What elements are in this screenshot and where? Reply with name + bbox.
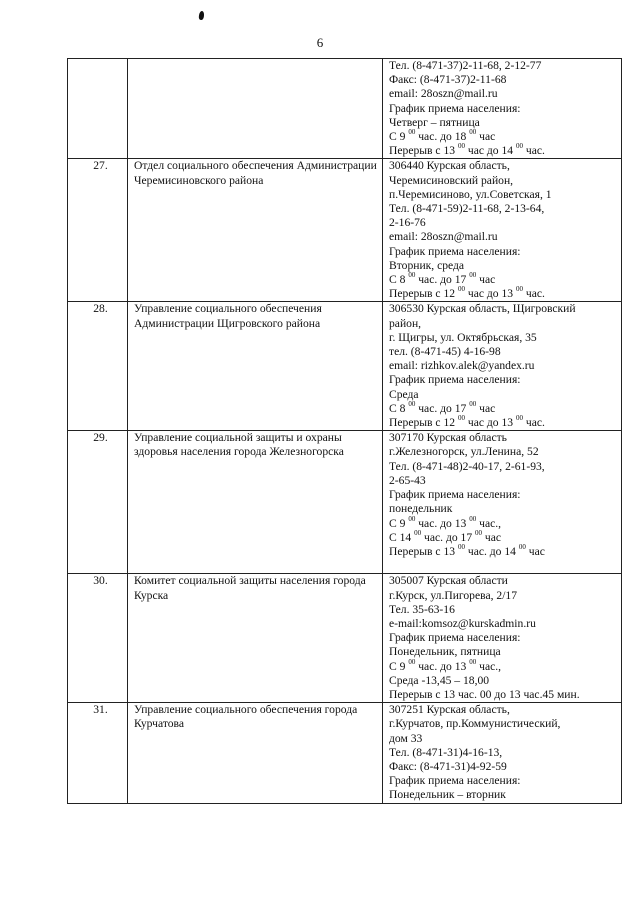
contact-line: тел. (8-471-45) 4-16-98 bbox=[389, 345, 501, 359]
row-number-cell bbox=[68, 159, 128, 302]
contact-info bbox=[383, 302, 622, 431]
contact-line: Перерыв с 12 $^{00}$ час до 13 $^{00}$ час. bbox=[389, 414, 545, 430]
contact-line: График приема населения: bbox=[389, 373, 521, 387]
contact-info bbox=[383, 703, 622, 803]
contact-line: Среда -13,45 – 18,00 bbox=[389, 673, 490, 687]
contact-line: Перерыв с 13 $^{00}$ час. до 14 $^{00}$ час bbox=[389, 543, 545, 558]
table-row bbox=[68, 431, 622, 574]
table-row bbox=[68, 302, 622, 431]
contact-line: Черемисиновский район, bbox=[389, 173, 514, 187]
contact-info bbox=[383, 159, 622, 302]
contact-info bbox=[383, 574, 622, 703]
contact-line: понедельник bbox=[389, 502, 453, 516]
contact-line: район, bbox=[389, 316, 422, 330]
contact-line: Факс: (8-471-31)4-92-59 bbox=[389, 759, 507, 773]
contact-line: Понедельник, пятница bbox=[389, 645, 501, 659]
contact-line: 307251 Курская область, bbox=[389, 703, 510, 717]
contact-line: С 8 $^{00}$ час. до 17 $^{00}$ час bbox=[389, 400, 496, 415]
contact-line: 2-65-43 bbox=[389, 473, 426, 487]
table-row bbox=[68, 159, 622, 302]
page-number: 6 bbox=[316, 35, 324, 50]
row-number-cell bbox=[68, 59, 128, 159]
row-number-cell bbox=[68, 574, 128, 703]
contact-line: г. Щигры, ул. Октябрьская, 35 bbox=[389, 330, 537, 344]
contact-line: График приема населения: bbox=[389, 774, 521, 788]
organization-name: Управление социальной защиты и охраны здоровья населения города Железногорска bbox=[128, 431, 383, 574]
contact-line: Тел. 35-63-16 bbox=[389, 602, 455, 616]
contacts-table bbox=[67, 58, 622, 804]
contact-line: График приема населения: bbox=[389, 101, 521, 115]
organization-name: Управление социального обеспечения города Курчатова bbox=[128, 703, 383, 803]
contact-line: Тел. (8-471-59)2-11-68, 2-13-64, bbox=[389, 202, 545, 216]
table-body bbox=[68, 59, 622, 804]
contact-line: email: rizhkov.alek@yandex.ru bbox=[389, 359, 535, 373]
contact-line: Тел. (8-471-37)2-11-68, 2-12-77 bbox=[389, 59, 542, 72]
contact-line: Факс: (8-471-37)2-11-68 bbox=[389, 73, 507, 87]
contact-line: 307170 Курская область bbox=[389, 431, 507, 445]
contact-info bbox=[383, 59, 622, 159]
contact-line: График приема населения: bbox=[389, 244, 521, 258]
contact-line: График приема населения: bbox=[389, 488, 521, 502]
scan-mark bbox=[198, 11, 204, 21]
contact-line: г.Железногорск, ул.Ленина, 52 bbox=[389, 445, 539, 459]
row-number: 27. bbox=[93, 159, 108, 173]
row-number-cell bbox=[68, 431, 128, 574]
organization-name: Отдел социального обеспечения Администрации Черемисиновского района bbox=[128, 159, 383, 302]
contact-info bbox=[383, 431, 622, 574]
contact-line: 305007 Курская области bbox=[389, 574, 508, 588]
contact-line: п.Черемисиново, ул.Советская, 1 bbox=[389, 187, 552, 201]
contact-line: С 14 $^{00}$ час. до 17 $^{00}$ час bbox=[389, 528, 502, 544]
organization-name: Комитет социальной защиты населения города Курска bbox=[128, 574, 383, 703]
contact-line: г.Курск, ул.Пигорева, 2/17 bbox=[389, 588, 518, 602]
contact-line: С 8 $^{00}$ час. до 17 $^{00}$ час bbox=[389, 271, 496, 287]
contact-line: e-mail:komsoz@kurskadmin.ru bbox=[389, 616, 536, 630]
contact-line: Тел. (8-471-31)4-16-13, bbox=[389, 745, 503, 759]
contact-line: 306530 Курская область, Щигровский bbox=[389, 302, 576, 316]
table-row bbox=[68, 574, 622, 703]
contact-line: С 9 $^{00}$ час. до 18 $^{00}$ час bbox=[389, 128, 496, 144]
row-number: 30. bbox=[93, 574, 108, 588]
contact-line: 2-16-76 bbox=[389, 216, 426, 230]
row-number-cell bbox=[68, 302, 128, 431]
row-number: 28. bbox=[93, 302, 108, 316]
contact-line: Тел. (8-471-48)2-40-17, 2-61-93, bbox=[389, 459, 545, 473]
organization-name: Управление социального обеспечения Администрации Щигровского района bbox=[128, 302, 383, 431]
contact-line: С 9 $^{00}$ час. до 13 $^{00}$ час., bbox=[389, 514, 502, 530]
contact-line: Четверг – пятница bbox=[389, 115, 480, 129]
contact-line: С 9 $^{00}$ час. до 13 $^{00}$ час., bbox=[389, 657, 502, 673]
contact-line: email: 28oszn@mail.ru bbox=[389, 230, 498, 244]
contact-line: Среда bbox=[389, 387, 419, 401]
table-row bbox=[68, 703, 622, 803]
row-number: 31. bbox=[93, 703, 108, 717]
contact-line: Перерыв с 13 час. 00 до 13 час.45 мин. bbox=[389, 687, 580, 701]
table-row bbox=[68, 59, 622, 159]
contact-line: Вторник, среда bbox=[389, 258, 465, 272]
contact-line: Понедельник – вторник bbox=[389, 788, 506, 802]
row-number: 29. bbox=[93, 431, 108, 445]
contact-line: Перерыв с 12 $^{00}$ час до 13 $^{00}$ час. bbox=[389, 285, 545, 301]
contact-line: email: 28oszn@mail.ru bbox=[389, 87, 498, 101]
contact-line: дом 33 bbox=[389, 731, 423, 745]
organization-name bbox=[128, 59, 383, 159]
contact-line: 306440 Курская область, bbox=[389, 159, 510, 173]
contact-line bbox=[389, 559, 619, 573]
contact-line: График приема населения: bbox=[389, 631, 521, 645]
row-number-cell bbox=[68, 703, 128, 803]
contact-line: г.Курчатов, пр.Коммунистический, bbox=[389, 717, 561, 731]
contact-line: Перерыв с 13 $^{00}$ час до 14 $^{00}$ час. bbox=[389, 142, 545, 158]
